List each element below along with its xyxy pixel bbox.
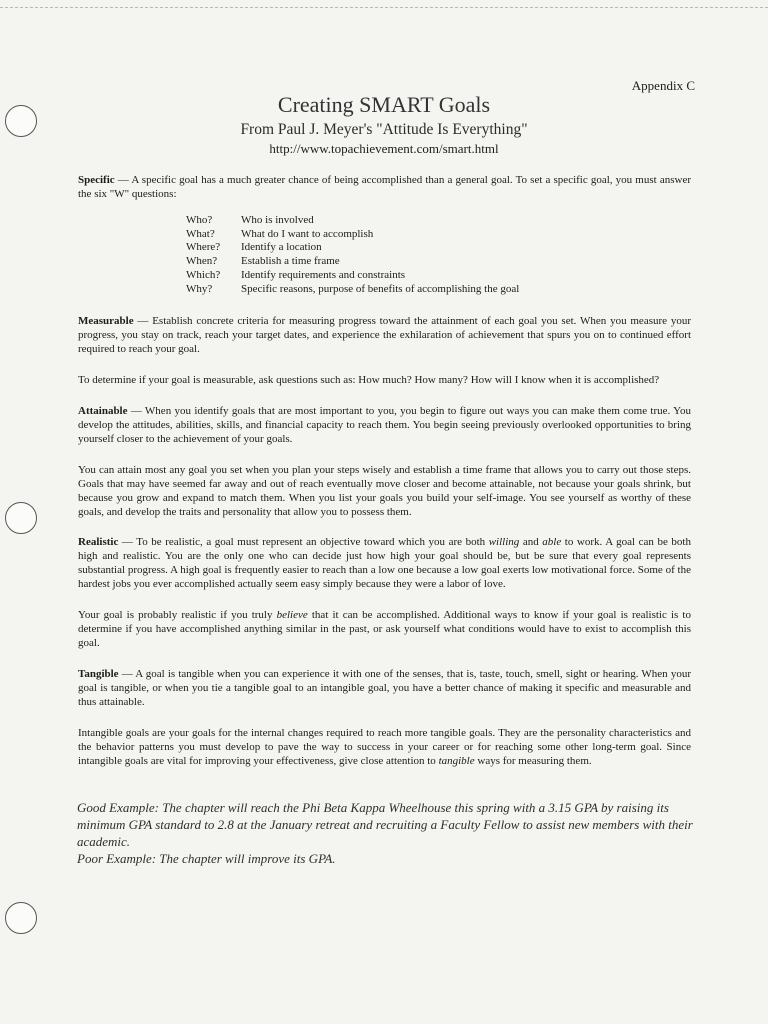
realistic-paragraph	[78, 535, 691, 591]
intangible-text: Intangible goals are your goals for the internal changes required to reach more tangible goals. They are the personality characteristics and the behavior patterns you must develop to pave the way to success in your career or for reaching some other long-term goal. Since intangible goals are vital for improving your effectiveness, give close attention to	[78, 727, 691, 767]
w-answer: Identify a location	[241, 241, 322, 254]
attainable-text: — When you identify goals that are most important to you, you begin to figure out ways you can make them come true. You develop the attitudes, abilities, skills, and financial capacity to reach them. You begin seeing previously overlooked opportunities to bring yourself closer to the achievement of your goals.	[78, 405, 691, 445]
page-subtitle: From Paul J. Meyer's "Attitude Is Everything"	[240, 121, 528, 138]
measurable-text: — Establish concrete criteria for measuring progress toward the attainment of each goal you set. When you measure your progress, you stay on track, reach your target dates, and experience the exhilaration of achievement that spurs you on to continued effort required to reach your goal.	[78, 315, 691, 355]
measurable-term: Measurable	[78, 315, 134, 327]
intangible-text: ways for measuring them.	[474, 755, 592, 767]
realistic-text: and	[519, 536, 543, 548]
w-answer: Specific reasons, purpose of benefits of accomplishing the goal	[241, 282, 520, 295]
intangible-emphasis-tangible: tangible	[438, 755, 475, 767]
binder-hole-middle	[5, 502, 37, 534]
appendix-label: Appendix C	[631, 78, 695, 93]
realistic-text: — To be realistic, a goal must represent an objective toward which you are both	[118, 536, 489, 548]
good-example: Good Example: The chapter will reach the Phi Beta Kappa Wheelhouse this spring with a 3.15 GPA by raising its minimum GPA standard to 2.8 at the January retreat and recruiting a Faculty Fellow to assist new members with their academic.	[77, 800, 693, 849]
tangible-term: Tangible	[78, 668, 119, 680]
w-question-row	[186, 241, 519, 255]
specific-term: Specific	[78, 174, 115, 186]
w-questions-list	[186, 214, 519, 296]
specific-paragraph	[78, 173, 691, 201]
page-title: Creating SMART Goals	[277, 92, 491, 117]
w-answer: Identify requirements and constraints	[241, 268, 406, 281]
poor-example: Poor Example: The chapter will improve its GPA.	[77, 851, 336, 866]
attainable-more-paragraph: You can attain most any goal you set when you plan your steps wisely and establish a time frame that allows you to carry out those steps. Goals that may have seemed far away and out of reach eventually move closer and become attainable, not because your goals shrink, but because you grow and expand to match them. When you list your goals you build your self-image. You see yourself as worthy of these goals, and develop the traits and personality that allow you to possess them.	[78, 464, 691, 518]
w-answer: Who is involved	[241, 214, 314, 226]
source-url: http://www.topachievement.com/smart.html	[269, 141, 499, 156]
w-question: Where?	[186, 241, 221, 254]
attainable-term: Attainable	[78, 405, 128, 417]
realistic-more-text: that it can be accomplished. Additional ways to know if your goal is realistic is to determine if you have accomplished anything similar in the past, or ask yourself what conditions would have to exist to accomplish this goal.	[78, 609, 691, 649]
realistic-more-paragraph	[78, 608, 691, 650]
w-question: Who?	[186, 214, 213, 226]
measurable-paragraph	[78, 314, 691, 356]
intangible-paragraph	[78, 726, 691, 768]
realistic-more-text: Your goal is probably realistic if you truly	[78, 609, 277, 621]
specific-text: — A specific goal has a much greater chance of being accomplished than a general goal. To set a specific goal, you must answer the six "W" questions:	[78, 174, 691, 200]
w-question-row	[186, 255, 519, 269]
attainable-paragraph	[78, 404, 691, 446]
measurable-questions-paragraph: To determine if your goal is measurable, ask questions such as: How much? How many? How will I know when it is accomplished?	[78, 374, 660, 386]
w-question-row	[186, 269, 519, 283]
realistic-emphasis-willing: willing	[488, 536, 520, 548]
realistic-term: Realistic	[78, 536, 119, 548]
w-question-row	[186, 214, 519, 228]
w-question: Which?	[186, 268, 221, 281]
w-question: What?	[186, 227, 215, 240]
binder-hole-bottom	[5, 902, 37, 934]
w-question-row	[186, 228, 519, 242]
w-question-row	[186, 283, 519, 297]
w-question: When?	[186, 255, 218, 268]
tangible-text: — A goal is tangible when you can experience it with one of the senses, that is, taste, touch, smell, sight or hearing. When your goal is tangible, or when you tie a tangible goal to an intangible goal, you have a better chance of making it specific and measurable and thus attainable.	[78, 668, 691, 708]
page-top-edge	[0, 7, 768, 8]
realistic-emphasis-able: able	[542, 536, 562, 548]
w-answer: What do I want to accomplish	[241, 227, 374, 240]
realistic-emphasis-believe: believe	[276, 609, 308, 621]
w-answer: Establish a time frame	[241, 255, 340, 268]
tangible-paragraph	[78, 667, 691, 709]
w-question: Why?	[186, 282, 213, 295]
realistic-text: to work. A goal can be both high and realistic. You are the only one who can decide just how high your goal should be, but be sure that every goal represents substantial progress. A high goal is frequently easier to reach than a low one because a low goal exerts low motivational force. Some of the hardest jobs you ever accomplished actually seem easy simply because they were a labor of love.	[78, 536, 691, 590]
